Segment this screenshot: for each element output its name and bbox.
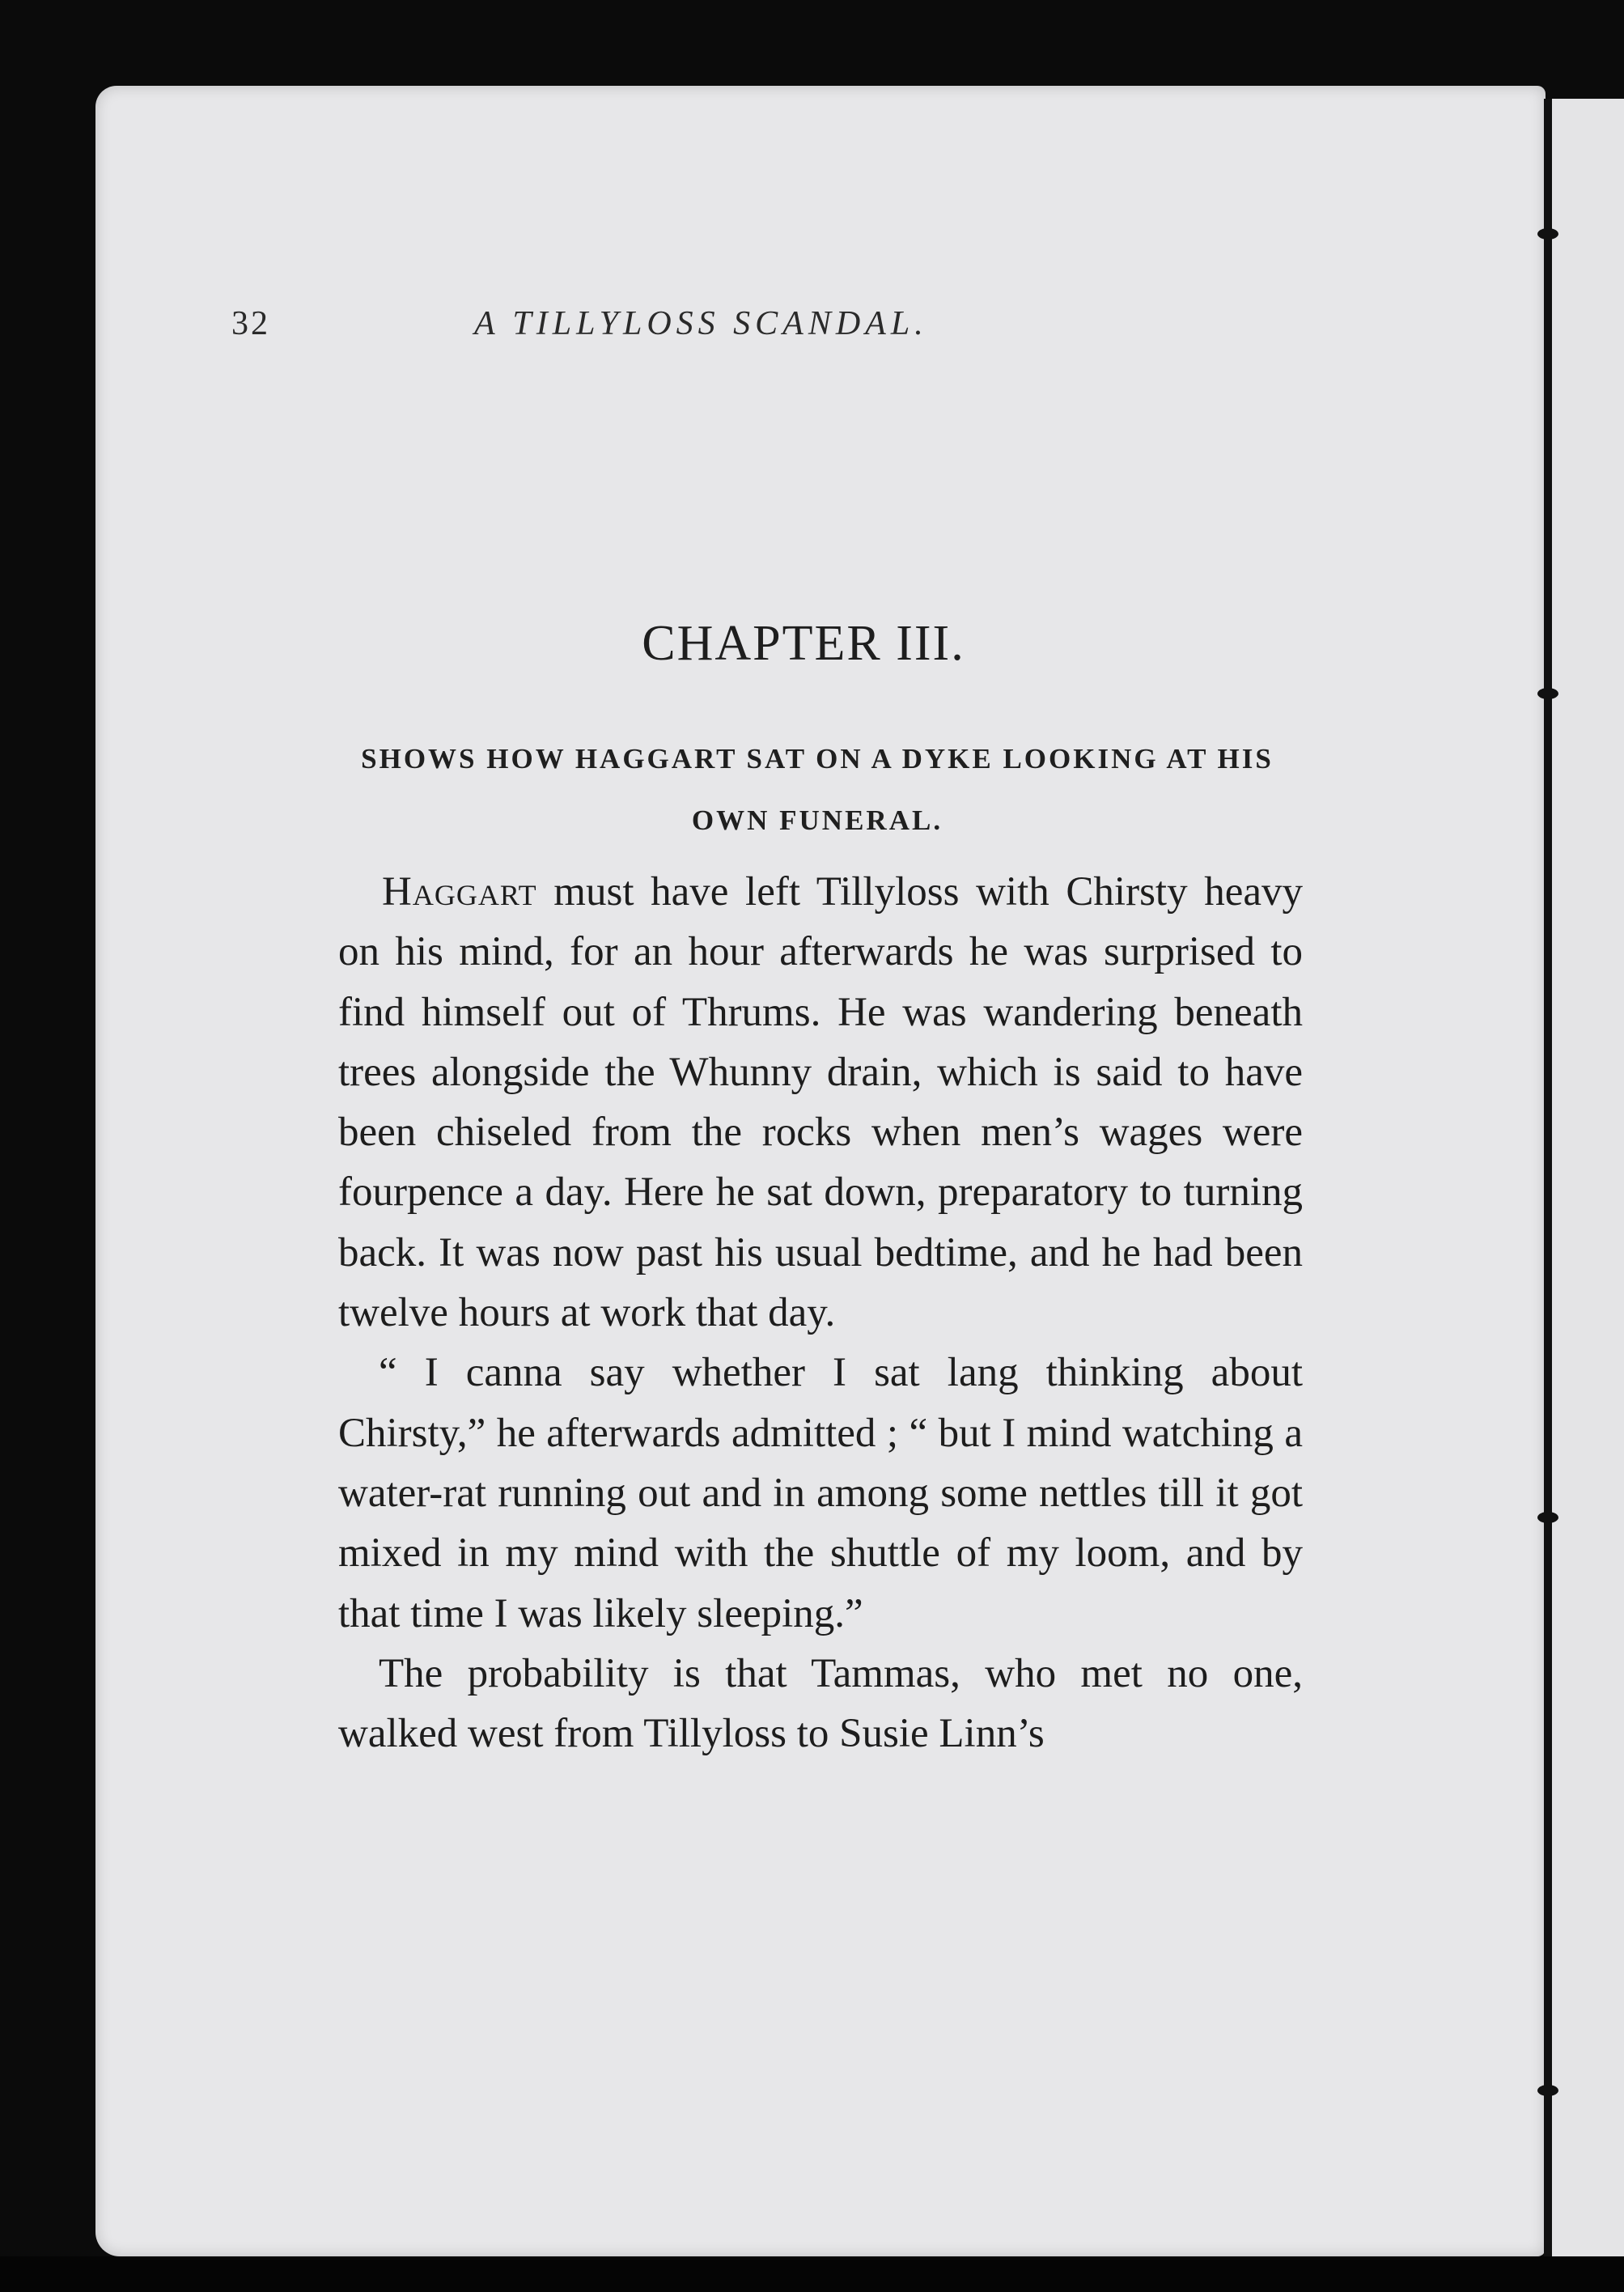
- paragraph: “ I canna say whether I sat lang thinking about Chirsty,” he afterwards admitted ; “ but I mind watching a water-rat running out and in among some nettles till it got mixed in my mind with the shuttle of my loom, and by that time I was likely sleeping.”: [338, 1350, 1303, 1636]
- binding-mark: [1537, 228, 1558, 240]
- paragraph-text: must have left Tillyloss with Chirsty heavy on his mind, for an hour afterwards he was surprised to find himself out of Thrums. He was wandering beneath trees alongside the Whunny drain, which is said to have been chiseled from the rocks when men’s wages were fourpence a day. Here he sat down, preparatory to turning back. It was now past his usual bedtime, and he had been twelve hours at work that day.: [338, 869, 1303, 1336]
- body-text: [338, 862, 1303, 1764]
- paragraph: The probability is that Tammas, who met no one, walked west from Tillyloss to Susie Linn’s: [338, 1650, 1303, 1757]
- page-number: 32: [231, 305, 270, 342]
- chapter-title: CHAPTER III.: [642, 616, 965, 671]
- scan-border: [0, 2256, 1624, 2292]
- binding-mark: [1537, 688, 1558, 699]
- paragraph-lead: Haggart: [382, 869, 537, 915]
- binding-mark: [1537, 1512, 1558, 1523]
- chapter-subtitle: SHOWS HOW HAGGART SAT ON A DYKE LOOKING AT HIS OWN FUNERAL.: [361, 743, 1274, 836]
- next-page-edge: [1544, 99, 1624, 2264]
- running-title: A TILLYLOSS SCANDAL.: [474, 305, 928, 342]
- paragraph: [338, 862, 1303, 1343]
- binding-mark: [1537, 2085, 1558, 2096]
- running-head: [231, 304, 1122, 343]
